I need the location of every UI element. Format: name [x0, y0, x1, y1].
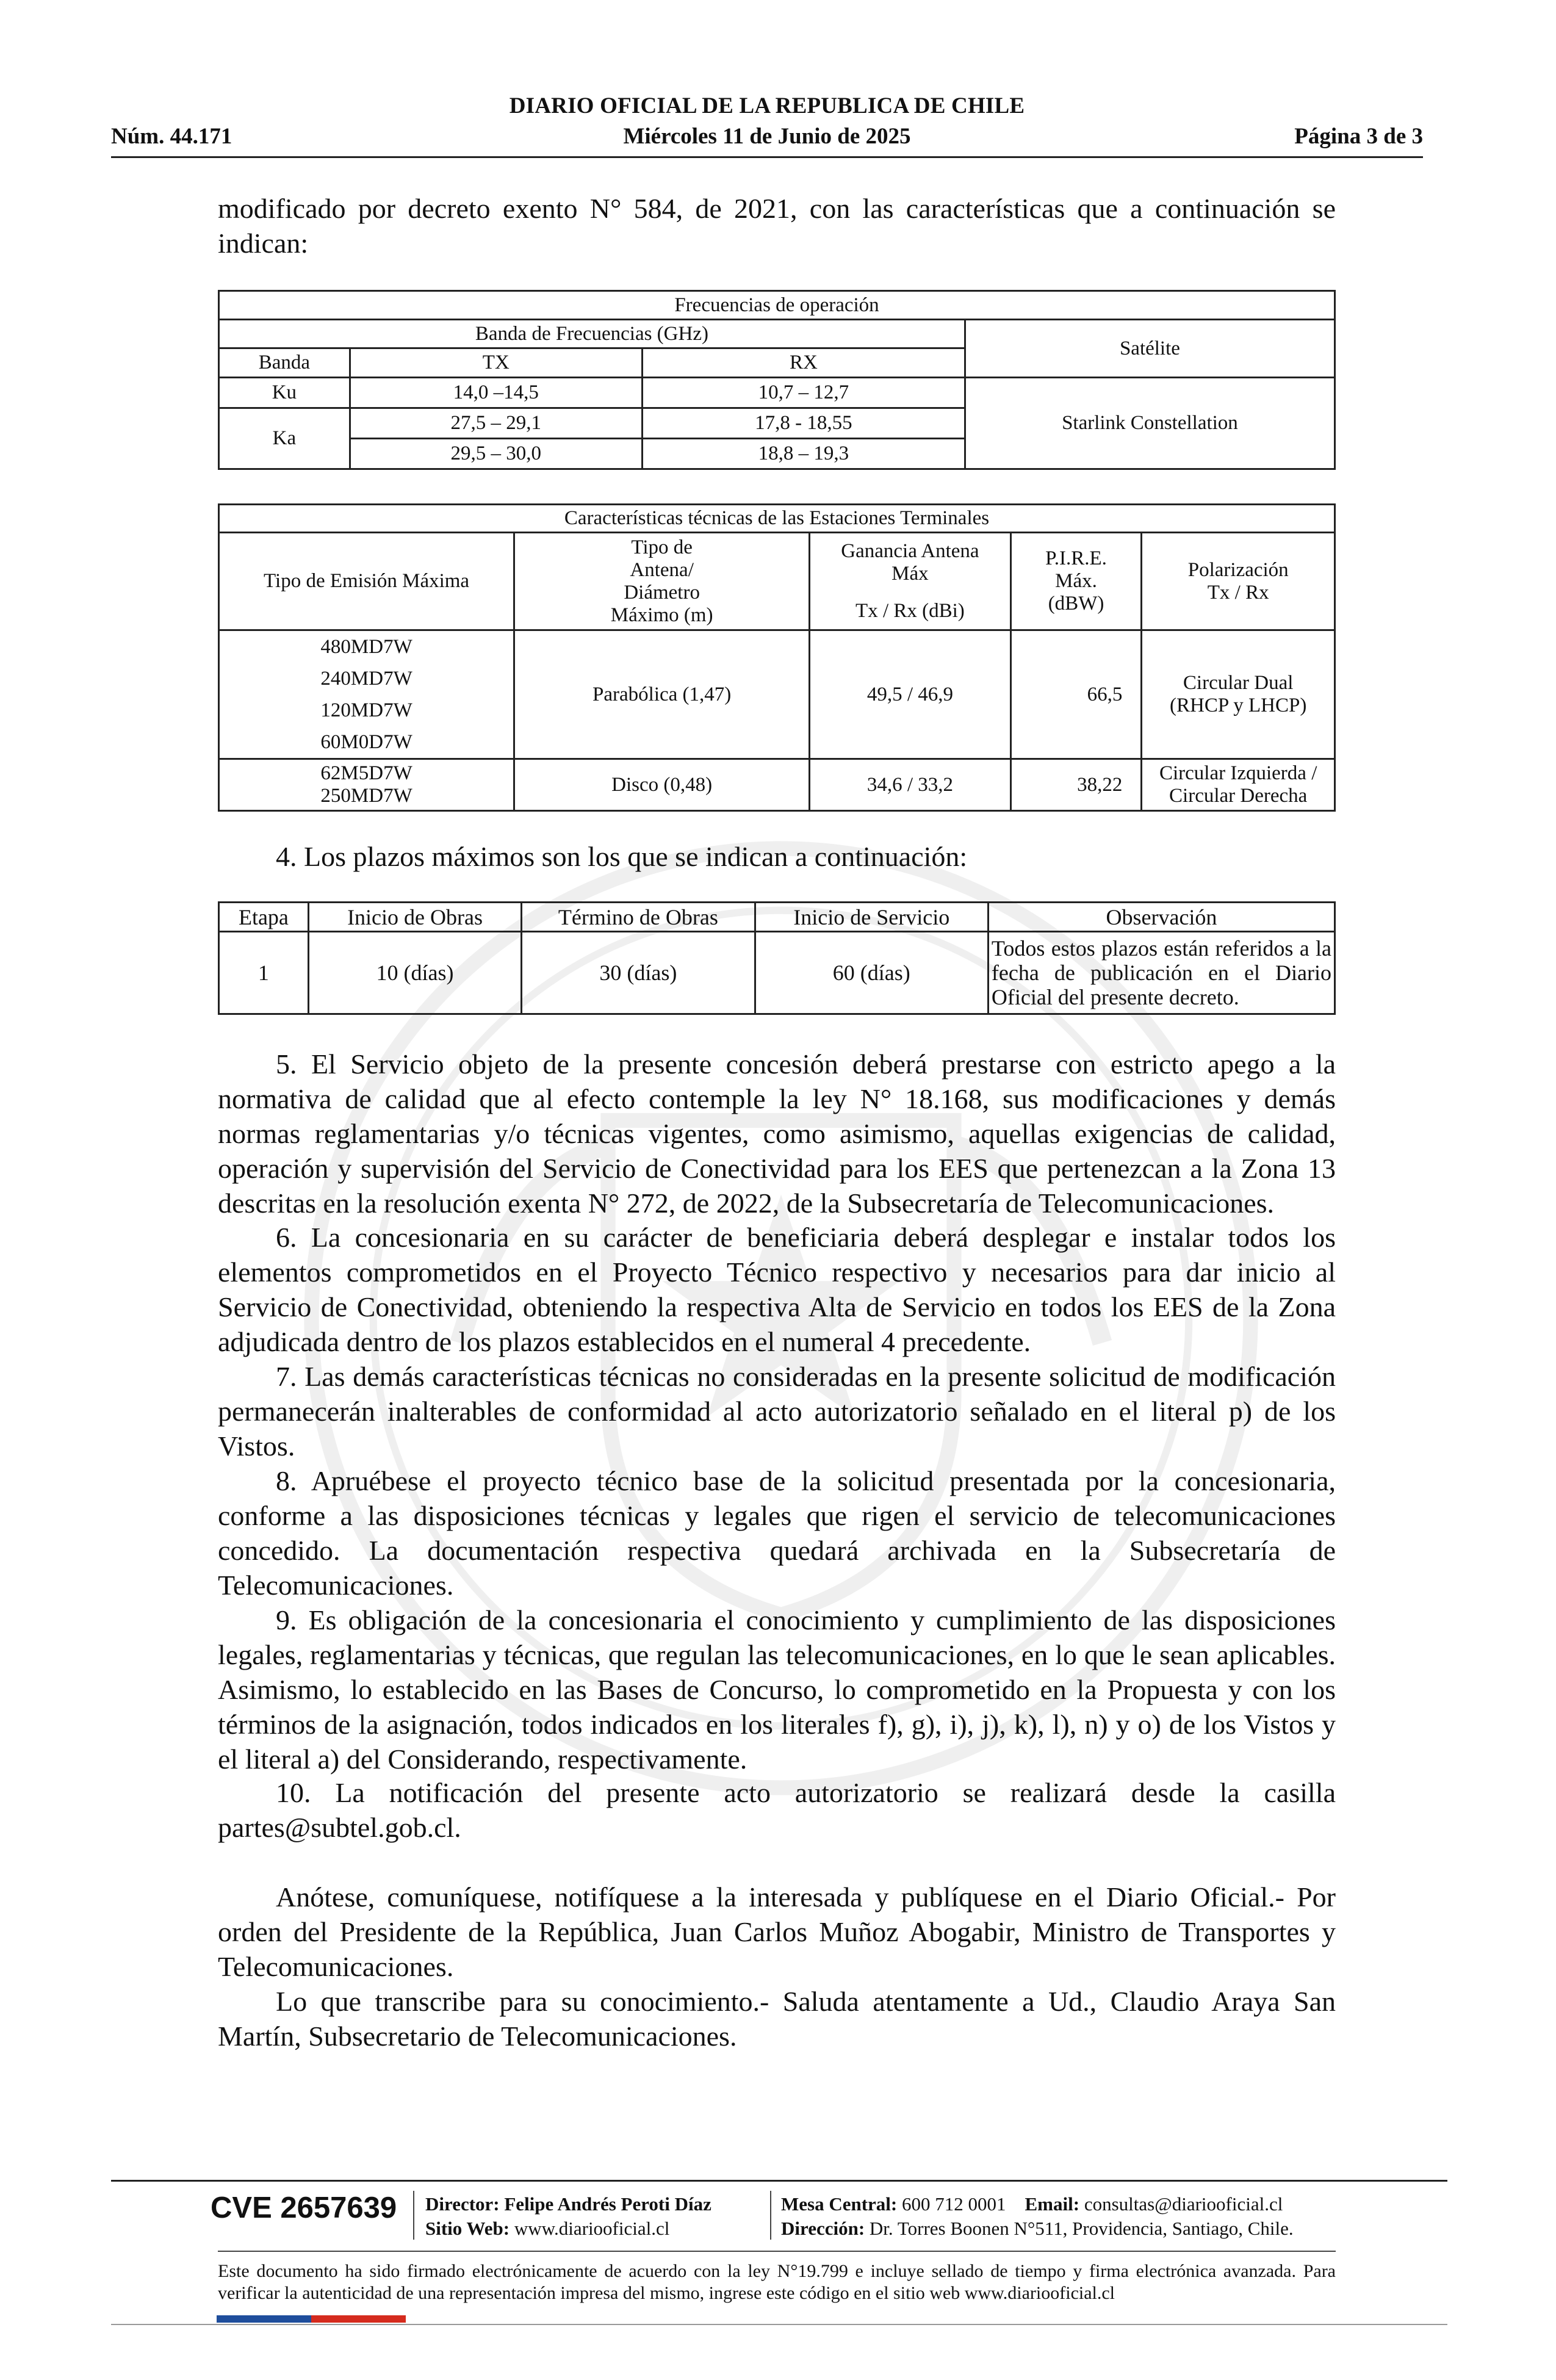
- rx-cell: 17,8 - 18,55: [642, 408, 965, 439]
- phone-label: Mesa Central:: [781, 2193, 898, 2215]
- flag-blue-segment: [217, 2315, 311, 2323]
- tx-cell: 27,5 – 29,1: [350, 408, 642, 439]
- table-row: [219, 932, 1335, 1014]
- observation-header: Observación: [988, 903, 1334, 932]
- page-number: Página 3 de 3: [1294, 124, 1423, 149]
- emission-cell: [219, 759, 514, 811]
- email-label: Email:: [1025, 2193, 1080, 2215]
- emission-type: 120MD7W: [320, 699, 412, 721]
- paragraph-6: 6. La concesionaria en su carácter de beneficiaria deberá desplegar e instalar todos los elementos comprometidos en el Proyecto Técnico respectivo y necesarios para dar inicio al Servicio de Conectividad, obteniendo la respectiva Alta de Servicio en todos los EES de la Zona adjudicada dentro de los plazos establecidos en el numeral 4 precedente.: [218, 1222, 1336, 1357]
- closing-paragraph: Anótese, comuníquese, notifíquese a la interesada y publíquese en el Diario Oficial.- Por orden del Presidente de la República, Juan Carlos Muñoz Abogabir, Ministro de Transportes y Telecomunicaciones.: [218, 1881, 1336, 1982]
- rx-col-header: RX: [642, 348, 965, 378]
- signature-paragraph: Lo que transcribe para su conocimiento.- Saluda atentamente a Ud., Claudio Araya San Martín, Subsecretario de Telecomunicaciones.: [218, 1986, 1336, 2052]
- antenna-header: [514, 533, 810, 630]
- emission-type: 60M0D7W: [320, 731, 412, 753]
- emission-type: 62M5D7W: [320, 762, 412, 784]
- director-name: Felipe Andrés Peroti Díaz: [504, 2193, 711, 2215]
- end-works-header: Término de Obras: [522, 903, 755, 932]
- cve-code: CVE 2657639: [211, 2191, 397, 2224]
- antenna-header-line: Tipo de: [631, 536, 693, 558]
- polarization-header: [1142, 533, 1335, 630]
- issue-number: Núm. 44.171: [111, 124, 232, 149]
- polarization-line: Circular Izquierda /: [1159, 762, 1317, 784]
- director-label: Director:: [425, 2193, 500, 2215]
- email-link[interactable]: consultas@diariooficial.cl: [1084, 2193, 1283, 2215]
- frequency-table: [218, 290, 1336, 470]
- legal-notice: Este documento ha sido firmado electrónicamente de acuerdo con la ley N°19.799 e incluye sellado de tiempo y firma electrónica avanzada. Para verificar la autenticidad de una representación impresa del mismo, ingrese este código en el sitio web www.diariooficial.cl: [218, 2261, 1336, 2303]
- start-service-cell: 60 (días): [755, 932, 988, 1014]
- footer-divider: [111, 2180, 1447, 2182]
- issue-date: Miércoles 11 de Junio de 2025: [623, 124, 911, 149]
- paragraph-9: 9. Es obligación de la concesionaria el conocimiento y cumplimiento de las disposiciones legales, reglamentarias y técnicas, que regulan las telecomunicaciones, en lo que le sean aplicables. Asimismo, lo establecido en las Bases de Concurso, lo comprometido en la Propuesta y con los términos de la asignación, todos indicados en los literales f), g), i), j), k), l), n) y o) de los Vistos y el literal a) del Considerando, respectivamente.: [218, 1604, 1336, 1775]
- gain-header-line: Máx: [891, 563, 929, 585]
- footer-bottom-divider: [111, 2324, 1447, 2325]
- paragraph-7: 7. Las demás características técnicas no consideradas en la presente solicitud de modificación permanecerán inalterables de conformidad al acto autorizatorio señalado en el literal p) de los Vistos.: [218, 1361, 1336, 1462]
- freq-table-title: Frecuencias de operación: [219, 291, 1335, 320]
- end-works-cell: 30 (días): [522, 932, 755, 1014]
- emission-type: 240MD7W: [320, 668, 412, 690]
- newspaper-title: DIARIO OFICIAL DE LA REPUBLICA DE CHILE: [509, 93, 1025, 118]
- satellite-cell: Starlink Constellation: [965, 378, 1334, 469]
- start-service-header: Inicio de Servicio: [755, 903, 988, 932]
- polarization-line: Circular Dual: [1183, 672, 1294, 694]
- pire-header-line: (dBW): [1048, 593, 1104, 615]
- satellite-header: Satélite: [965, 320, 1334, 378]
- tx-cell: 14,0 –14,5: [350, 378, 642, 408]
- emission-type: 480MD7W: [320, 636, 412, 658]
- paragraph-10: 10. La notificación del presente acto autorizatorio se realizará desde la casilla partes@subtel.gob.cl.: [218, 1777, 1336, 1843]
- flag-red-segment: [311, 2315, 406, 2323]
- polarization-header-line: Polarización: [1187, 558, 1289, 581]
- antenna-cell: Parabólica (1,47): [514, 630, 810, 759]
- gain-cell: 34,6 / 33,2: [810, 759, 1010, 811]
- antenna-cell: Disco (0,48): [514, 759, 810, 811]
- rx-cell: 18,8 – 19,3: [642, 439, 965, 469]
- antenna-header-line: Máximo (m): [610, 604, 713, 626]
- start-works-header: Inicio de Obras: [308, 903, 521, 932]
- footer-inner-divider: [218, 2251, 1336, 2252]
- tx-col-header: TX: [350, 348, 642, 378]
- address-label: Dirección:: [781, 2218, 865, 2239]
- pire-header: [1010, 533, 1142, 630]
- start-works-cell: 10 (días): [308, 932, 521, 1014]
- flag-color-bar: [217, 2315, 406, 2323]
- stage-cell: 1: [219, 932, 309, 1014]
- polarization-line: (RHCP y LHCP): [1170, 694, 1307, 716]
- table-row: [219, 759, 1335, 811]
- emission-type: 250MD7W: [320, 785, 412, 807]
- emission-cell: [219, 630, 514, 759]
- band-cell: Ku: [219, 378, 350, 408]
- band-col-header: Banda: [219, 348, 350, 378]
- terminal-table-title: Características técnicas de las Estaciones Terminales: [219, 505, 1335, 533]
- deadline-table: [218, 901, 1336, 1015]
- band-cell: Ka: [219, 408, 350, 469]
- paragraph-5: 5. El Servicio objeto de la presente concesión deberá prestarse con estricto apego a la normativa de calidad que al efecto contemple la ley N° 18.168, sus modificaciones y demás normas reglamentarias y/o técnicas vigentes, como asimismo, aquellas exigencias de calidad, operación y supervisión del Servicio de Conectividad para los EES que pertenezcan a la Zona 13 descritas en la resolución exenta N° 272, de 2022, de la Subsecretaría de Telecomunicaciones.: [218, 1048, 1336, 1219]
- polarization-header-line: Tx / Rx: [1207, 581, 1269, 604]
- item-4-text: 4. Los plazos máximos son los que se indican a continuación:: [276, 841, 968, 872]
- pire-header-line: P.I.R.E.: [1045, 547, 1107, 569]
- gain-header-line: Tx / Rx (dBi): [855, 600, 965, 622]
- gain-header: [810, 533, 1010, 630]
- emission-header: Tipo de Emisión Máxima: [219, 533, 514, 630]
- address-text: Dr. Torres Boonen N°511, Providencia, Santiago, Chile.: [869, 2218, 1294, 2239]
- tx-cell: 29,5 – 30,0: [350, 439, 642, 469]
- observation-cell: Todos estos plazos están referidos a la fecha de publicación en el Diario Oficial del presente decreto.: [988, 932, 1334, 1014]
- gain-header-line: Ganancia Antena: [841, 540, 979, 562]
- pire-header-line: Máx.: [1055, 570, 1097, 592]
- paragraph-8: 8. Apruébese el proyecto técnico base de la solicitud presentada por la concesionaria, conforme a las disposiciones técnicas y legales que rigen el servicio de telecomunicaciones concedido. La documentación respectiva quedará archivada en la Subsecretaría de Telecomunicaciones.: [218, 1465, 1336, 1601]
- table-row: [219, 630, 1335, 759]
- footer-director-block: [425, 2192, 711, 2241]
- pire-cell: 38,22: [1010, 759, 1142, 811]
- antenna-header-line: Antena/: [630, 558, 694, 581]
- rx-cell: 10,7 – 12,7: [642, 378, 965, 408]
- phone-number: 600 712 0001: [902, 2193, 1006, 2215]
- pire-cell: 66,5: [1010, 630, 1142, 759]
- gain-cell: 49,5 / 46,9: [810, 630, 1010, 759]
- page-header: [111, 93, 1423, 159]
- footer-separator: [770, 2191, 771, 2240]
- website-link[interactable]: www.diariooficial.cl: [514, 2218, 670, 2239]
- terminal-stations-table: [218, 503, 1336, 812]
- polarization-cell: [1142, 759, 1335, 811]
- antenna-header-line: Diámetro: [624, 581, 700, 604]
- website-label: Sitio Web:: [425, 2218, 510, 2239]
- table-row: [219, 378, 1335, 408]
- footer-separator: [413, 2191, 414, 2240]
- polarization-cell: [1142, 630, 1335, 759]
- stage-header: Etapa: [219, 903, 309, 932]
- header-divider: [111, 156, 1423, 158]
- footer-contact-block: [781, 2192, 1294, 2241]
- band-group-header: Banda de Frecuencias (GHz): [219, 320, 965, 348]
- polarization-line: Circular Derecha: [1169, 785, 1308, 807]
- intro-paragraph: modificado por decreto exento N° 584, de 2021, con las características que a continuación se indican:: [218, 193, 1336, 259]
